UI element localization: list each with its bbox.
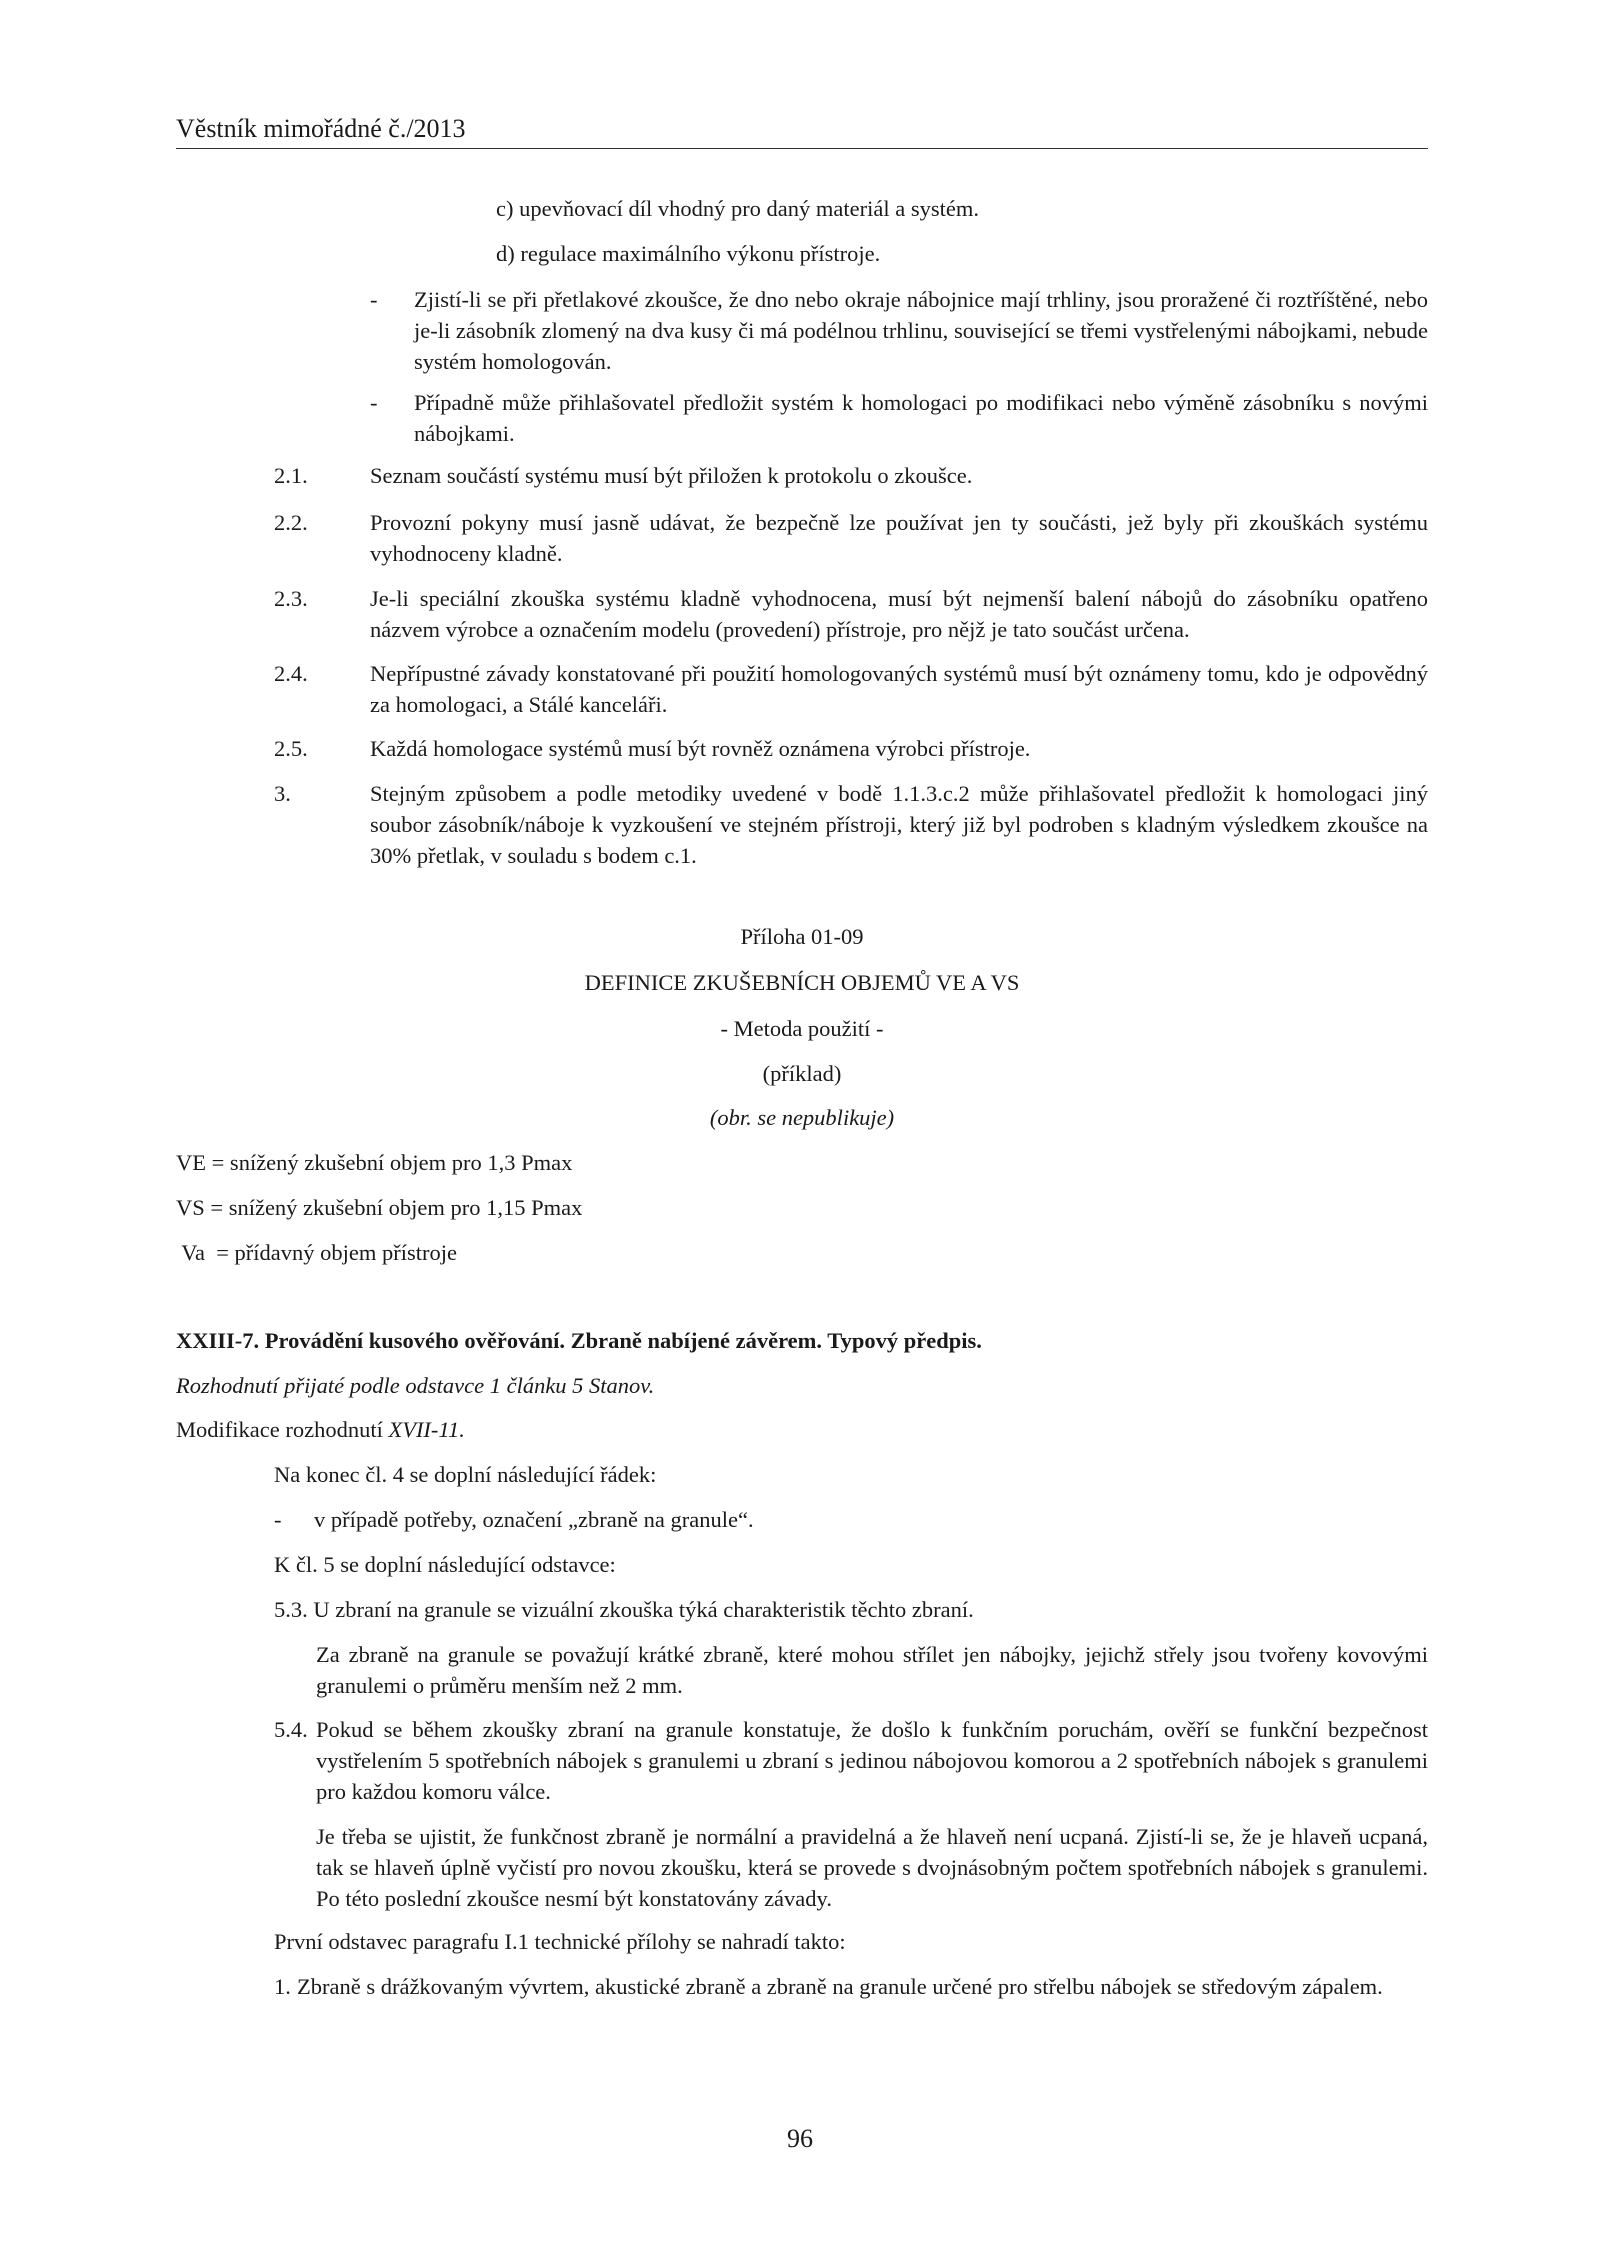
item-number: 5.4.	[274, 1717, 308, 1742]
definition-va: Va = přídavný objem přístroje	[176, 1240, 457, 1265]
modification-ref: XVII-11.	[388, 1417, 465, 1442]
paragraph-5-3-detail: Za zbraně na granule se považují krátké zbraně, které mohou střílet jen nábojky, jejichž střely jsou tvořeny kovovými granulemi o průměru menším než 2 mm.	[316, 1642, 1428, 1698]
item-number: 3.	[274, 781, 291, 806]
item-number: 2.4.	[274, 661, 308, 686]
list-item-c: c) upevňovací díl vhodný pro daný materiál a systém.	[496, 196, 979, 221]
dash-paragraph: Zjistí-li se při přetlakové zkoušce, že dno nebo okraje nábojnice mají trhliny, jsou proražené či roztříštěné, nebo je-li zásobník zlomený na dva kusy či má podélnou trhlinu, související se třemi vystřelenými nábojkami, nebude systém homologován.	[414, 287, 1428, 374]
appendix-note: (obr. se nepublikuje)	[709, 1105, 895, 1130]
decision-line: Rozhodnutí přijaté podle odstavce 1 článku 5 Stanov.	[176, 1373, 655, 1398]
appendix-example: (příklad)	[762, 1061, 842, 1086]
item-text: Zbraně s drážkovaným vývrtem, akustické zbraně a zbraně na granule určené pro střelbu nábojek se středovým zápalem.	[297, 1974, 1383, 1999]
journal-title: Věstník mimořádné č./2013	[176, 114, 466, 143]
item-text: Provozní pokyny musí jasně udávat, že bezpečně lze používat jen ty součásti, jež byly při zkouškách systému vyhodnoceny kladně.	[370, 510, 1428, 566]
paragraph-5-4: Pokud se během zkoušky zbraní na granule konstatuje, že došlo k funkčním poruchám, ověří se funkční bezpečnost vystřelením 5 spotřebních nábojek s granulemi u zbraní s jedinou nábojovou komorou a 2 spotřebních nábojek s granulemi pro každou komoru válce.	[316, 1717, 1428, 1804]
paragraph-5-4-detail: Je třeba se ujistit, že funkčnost zbraně je normální a pravidelná a že hlaveň není ucpaná. Zjistí-li se, že je hlaveň ucpaná, tak se hlaveň úplně vyčistí pro novou zkoušku, která se provede s dvojnásobným počtem spotřebních nábojek s granulemi. Po této poslední zkoušce nesmí být konstatovány závady.	[316, 1824, 1428, 1911]
body-paragraph: Na konec čl. 4 se doplní následující řádek:	[274, 1462, 657, 1487]
item-text: Je-li speciální zkouška systému kladně vyhodnocena, musí být nejmenší balení nábojů do zásobníku opatřeno názvem výrobce a označením modelu (provedení) přístroje, pro nějž je tato součást určena.	[370, 586, 1428, 642]
body-paragraph: v případě potřeby, označení „zbraně na granule“.	[314, 1507, 754, 1532]
list-item-d: d) regulace maximálního výkonu přístroje.	[496, 241, 881, 266]
appendix-subtitle: - Metoda použití -	[720, 1016, 884, 1041]
item-text: Každá homologace systémů musí být rovněž oznámena výrobci přístroje.	[370, 736, 1031, 761]
definition-vs: VS = snížený zkušební objem pro 1,15 Pmax	[176, 1195, 583, 1220]
definition-ve: VE = snížený zkušební objem pro 1,3 Pmax	[176, 1150, 573, 1175]
paragraph-5-3: 5.3. U zbraní na granule se vizuální zkouška týká charakteristik těchto zbraní.	[274, 1597, 974, 1622]
page-header	[176, 110, 1428, 149]
body-paragraph: První odstavec paragrafu I.1 technické přílohy se nahradí takto:	[274, 1929, 846, 1954]
item-text: Nepřípustné závady konstatované při použití homologovaných systémů musí být oznámeny tomu, kdo je odpovědný za homologaci, a Stálé kanceláři.	[370, 661, 1428, 717]
item-number: 2.5.	[274, 736, 308, 761]
item-number: 2.1.	[274, 463, 308, 488]
item-text: Stejným způsobem a podle metodiky uvedené v bodě 1.1.3.c.2 může přihlašovatel předložit k homologaci jiný soubor zásobník/náboje k vyzkoušení ve stejném přístroji, který již byl podroben s kladným výsledkem zkoušce na 30% přetlak, v souladu s bodem c.1.	[370, 781, 1428, 868]
modification-line	[176, 1414, 465, 1445]
page-number: 96	[787, 2124, 813, 2153]
dash-paragraph: Případně může přihlašovatel předložit systém k homologaci po modifikaci nebo výměně zásobníku s novými nábojkami.	[414, 390, 1428, 446]
modification-prefix: Modifikace rozhodnutí	[176, 1417, 389, 1442]
section-heading: XXIII-7. Provádění kusového ověřování. Zbraně nabíjené závěrem. Typový předpis.	[176, 1328, 982, 1353]
item-text: Seznam součástí systému musí být přiložen k protokolu o zkoušce.	[370, 463, 973, 488]
item-number: 2.3.	[274, 586, 308, 611]
appendix-label: Příloha 01-09	[740, 924, 864, 949]
item-number: 2.2.	[274, 510, 308, 535]
dash-marker: -	[274, 1507, 282, 1532]
dash-marker: -	[370, 287, 378, 312]
dash-marker: -	[370, 390, 378, 415]
body-paragraph: K čl. 5 se doplní následující odstavce:	[274, 1552, 616, 1577]
item-number: 1.	[274, 1974, 291, 1999]
appendix-title: DEFINICE ZKUŠEBNÍCH OBJEMŮ VE A VS	[584, 970, 1020, 995]
